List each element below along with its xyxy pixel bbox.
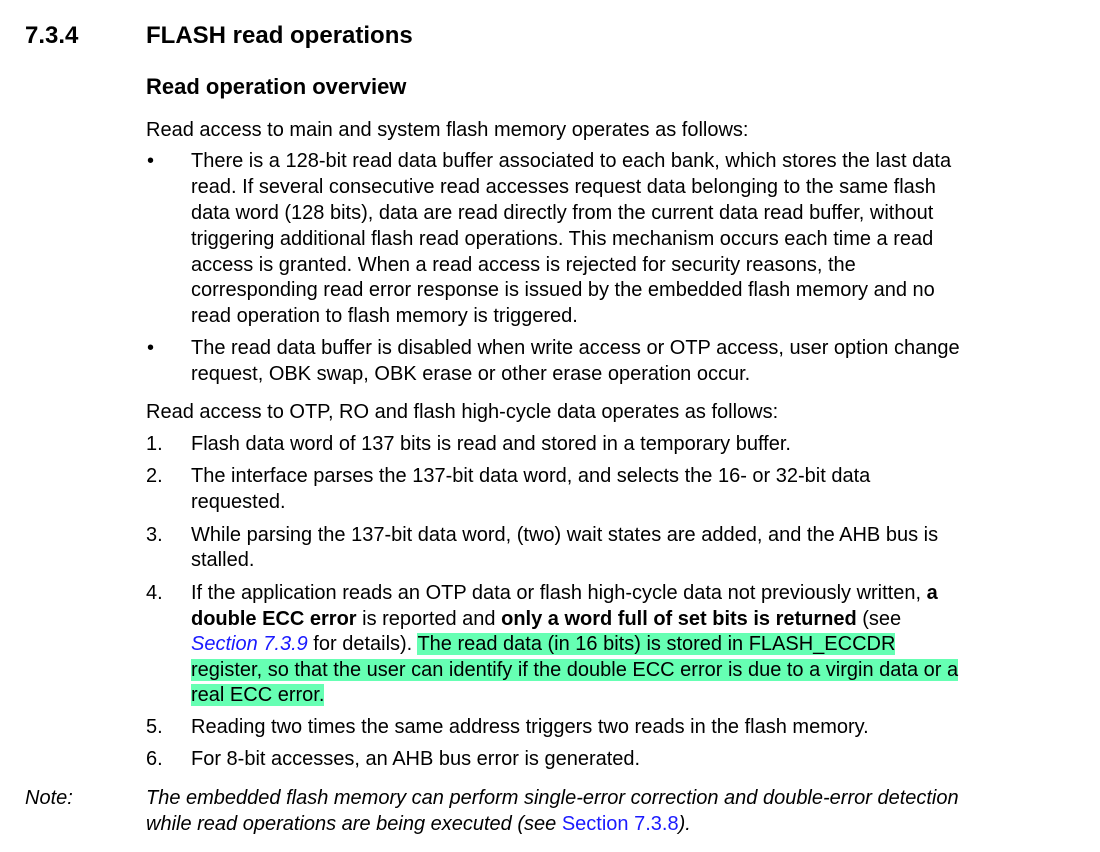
bullet-line: The read data buffer is disabled when write access or OTP access, user option change <box>191 337 960 359</box>
item-line: Reading two times the same address triggers two reads in the flash memory. <box>191 716 869 738</box>
item-line: The interface parses the 137-bit data word, and selects the 16- or 32-bit data <box>191 465 871 487</box>
item-line: For 8-bit accesses, an AHB bus error is generated. <box>191 748 641 770</box>
note-line <box>146 812 691 836</box>
section-title: FLASH read operations <box>146 22 413 49</box>
subheading: Read operation overview <box>146 74 407 99</box>
item-line <box>191 607 901 631</box>
intro-text: Read access to OTP, RO and flash high-cycle data operates as follows: <box>146 401 779 423</box>
text: (see <box>856 608 902 630</box>
highlighted-text: real ECC error. <box>191 684 325 706</box>
item-line: Flash data word of 137 bits is read and stored in a temporary buffer. <box>191 433 791 455</box>
item-number: 5. <box>146 716 163 738</box>
bold-text: only a word full of set bits is returned <box>501 608 857 630</box>
bold-text: double ECC error <box>191 608 357 630</box>
item-line <box>191 581 938 605</box>
section-link[interactable]: Section 7.3.8 <box>561 813 679 835</box>
item-line: While parsing the 137-bit data word, (two) wait states are added, and the AHB bus is <box>191 524 939 546</box>
bullet-line: access is granted. When a read access is rejected for security reasons, the <box>191 254 856 276</box>
text: for details). <box>307 633 418 655</box>
item-line <box>191 658 958 682</box>
text: while read operations are being executed (see <box>146 813 562 835</box>
item-line: stalled. <box>191 549 255 571</box>
intro-text: Read access to main and system flash memory operates as follows: <box>146 119 749 141</box>
item-number: 4. <box>146 582 163 604</box>
section-link[interactable]: Section 7.3.9 <box>191 633 308 655</box>
highlighted-text: The read data (in 16 bits) is stored in FLASH_ECCDR <box>417 633 896 655</box>
text: ). <box>678 813 691 835</box>
bullet-marker: • <box>147 150 155 172</box>
bullet-line: request, OBK swap, OBK erase or other erase operation occur. <box>191 363 751 385</box>
bullet-line: data word (128 bits), data are read directly from the current data read buffer, without <box>191 202 934 224</box>
note-label: Note: <box>25 787 73 809</box>
bullet-line: There is a 128-bit read data buffer associated to each bank, which stores the last data <box>191 150 952 172</box>
note-line: The embedded flash memory can perform single-error correction and double-error detection <box>146 787 959 809</box>
bullet-line: read. If several consecutive read accesses request data belonging to the same flash <box>191 176 936 198</box>
highlighted-text: register, so that the user can identify if the double ECC error is due to a virgin data or a <box>191 659 959 681</box>
section-number: 7.3.4 <box>25 22 79 49</box>
item-number: 1. <box>146 433 163 455</box>
bold-text: a <box>926 582 938 604</box>
item-line <box>191 683 324 707</box>
text: is reported and <box>356 608 502 630</box>
text: If the application reads an OTP data or flash high-cycle data not previously written, <box>191 582 927 604</box>
bullet-line: read operation to flash memory is triggered. <box>191 305 578 327</box>
item-number: 3. <box>146 524 163 546</box>
bullet-line: triggering additional flash read operations. This mechanism occurs each time a read <box>191 228 934 250</box>
item-line <box>191 632 895 656</box>
item-line: requested. <box>191 491 286 513</box>
bullet-marker: • <box>147 337 155 359</box>
item-number: 2. <box>146 465 163 487</box>
item-number: 6. <box>146 748 163 770</box>
bullet-line: corresponding read error response is issued by the embedded flash memory and no <box>191 279 935 301</box>
